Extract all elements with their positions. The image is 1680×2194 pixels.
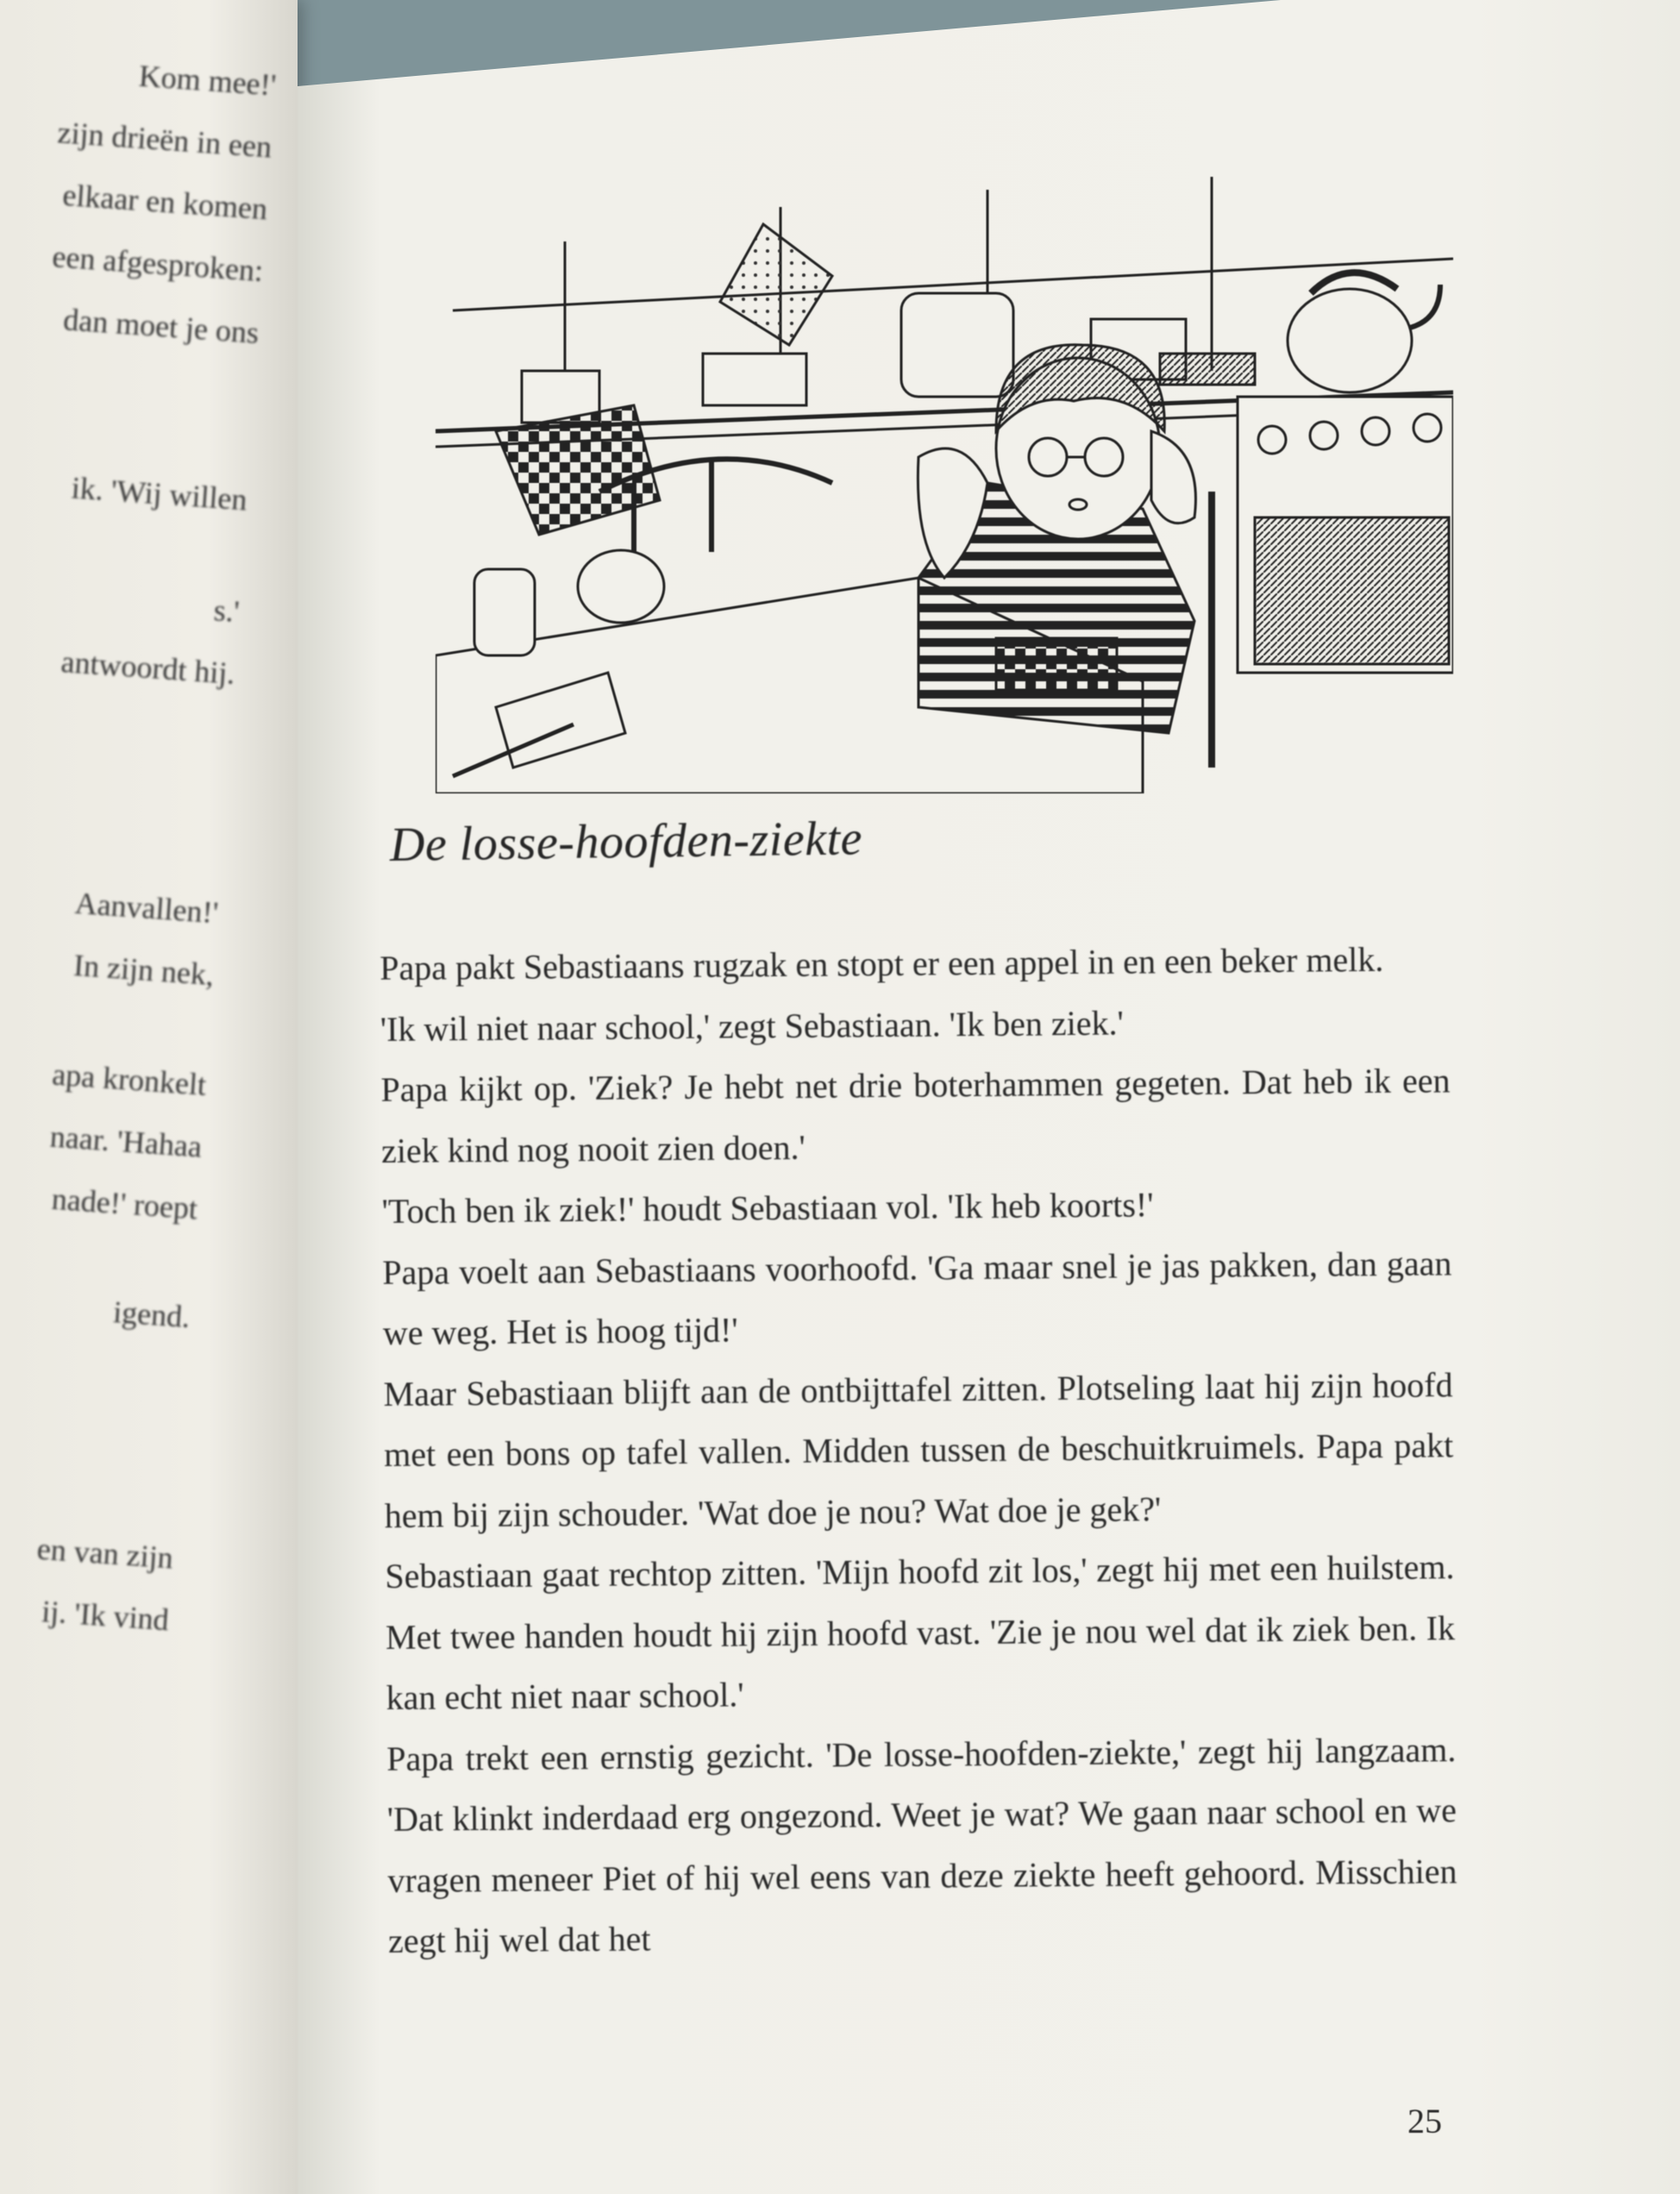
chapter-body xyxy=(379,929,1457,1971)
left-line: elkaar en komen xyxy=(61,177,269,227)
left-line: zijn drieën in een xyxy=(56,115,273,165)
paragraph: Papa pakt Sebastiaans rugzak en stopt er een appel in en een beker melk. xyxy=(379,939,1384,987)
paragraph: Maar Sebastiaan blijft aan de ontbijttafel zitten. Plotseling laat hij zijn hoofd met een bons op tafel vallen. Midden tussen de beschuitkruimels. Papa pakt hem bij zijn schouder. 'Wat doe je nou? Wat doe je gek?' xyxy=(383,1364,1454,1535)
left-line: naar. 'Hahaa xyxy=(48,1119,204,1164)
paragraph: Papa kijkt op. 'Ziek? Je hebt net drie boterhammen gegeten. Dat heb ik een ziek kind nog nooit zien doen.' xyxy=(380,1061,1451,1170)
left-line: Kom mee!' xyxy=(137,58,278,103)
left-line: ik. 'Wij willen xyxy=(70,470,248,517)
page-number: 25 xyxy=(1407,2102,1442,2141)
kitchen-illustration xyxy=(436,172,1453,793)
left-line: igend. xyxy=(112,1294,191,1335)
left-line: Aanvallen!' xyxy=(73,885,220,931)
paragraph: Papa voelt aan Sebastiaans voorhoofd. 'Ga maar snel je jas pakken, dan gaan we weg. Het is hoog tijd!' xyxy=(382,1243,1452,1352)
paragraph: 'Toch ben ik ziek!' houdt Sebastiaan vol. 'Ik heb koorts!' xyxy=(381,1185,1154,1231)
left-line: antwoordt hij. xyxy=(60,644,236,692)
chapter-title: De losse-hoofden-ziekte xyxy=(389,812,863,872)
left-page-text xyxy=(0,0,282,2189)
left-line: dan moet je ons xyxy=(62,302,260,351)
paragraph: Sebastiaan gaat rechtop zitten. 'Mijn hoofd zit los,' zegt hij met een huilstem. Met twee handen houdt hij zijn hoofd vast. 'Zie je nou wel dat ik ziek ben. Ik kan echt niet naar school.' xyxy=(385,1547,1456,1717)
left-line: en van zijn xyxy=(35,1531,175,1576)
left-line: In zijn nek, xyxy=(72,947,216,993)
left-line: nade!' roept xyxy=(50,1181,199,1226)
paragraph: Papa trekt een ernstig gezicht. 'De losse-hoofden-ziekte,' zegt hij langzaam. 'Dat klinkt inderdaad erg ongezond. Weet je wat? We gaan naar school en we vragen meneer Piet of hij wel eens van deze ziekte heeft gehoord. Misschien zegt hij wel dat het xyxy=(386,1729,1457,1960)
left-page xyxy=(0,0,298,2194)
left-line: ij. 'Ik vind xyxy=(41,1594,171,1638)
left-line: s.' xyxy=(212,592,241,630)
left-line: een afgesproken: xyxy=(51,239,265,289)
paragraph: 'Ik wil niet naar school,' zegt Sebastiaan. 'Ik ben ziek.' xyxy=(379,1002,1124,1049)
left-line: apa kronkelt xyxy=(51,1056,208,1102)
